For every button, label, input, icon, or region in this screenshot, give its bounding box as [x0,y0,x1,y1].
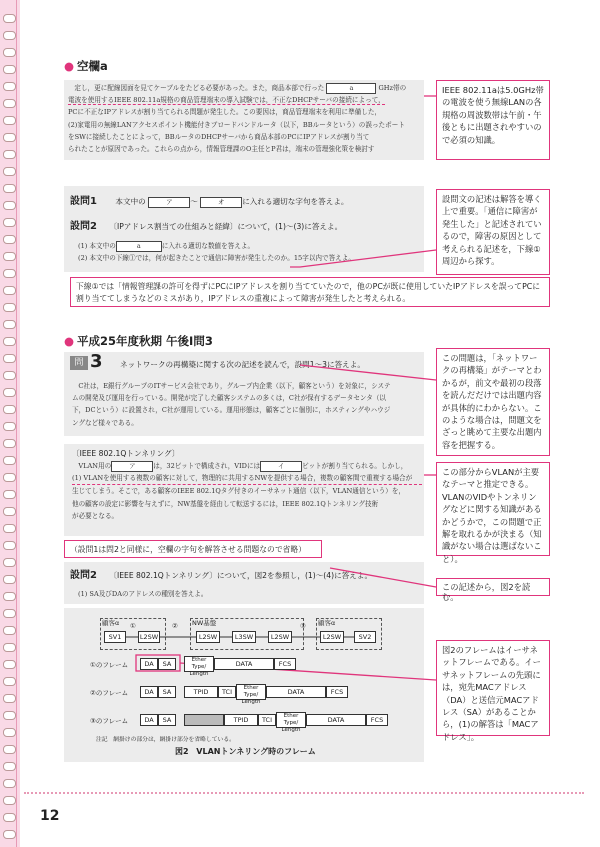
annotation-underline-1: 下線①では「情報管理課の許可を得ずにPCにIPアドレスを割り当てていたので，他のPCが既に使用していたIPアドレスを誤ってPCに割り当ててしまうなどのミスがあり，IPアドレスの重複によって障害が発生したと考えられる。 [70,277,550,307]
server-sv1: SV1 [104,631,126,643]
problem-body: ᅟC社は，E銀行グループのITサービス会社であり，グループ内企業（以下，顧客という）を対象に，システ ムの開発及び運用を行っている。開発が完了した顧客システムの多くは，C社が保有するデータセンタ（以 下，DCという）に設置され，C社が運用している。運用形態は，顧客ごとに個別に，ホスティングやハウジ ングなど様々である。 [72,382,391,427]
annotation-mac-address: 図2のフレームはイーサネットフレームである。イーサネットフレームの先頭には，宛先MACアドレス（DA）と送信元MACアドレス（SA）があることから，(1)の解答は「MACアドレス」。 [436,640,550,736]
frame3-tpid: TPID [224,714,258,726]
footer-rule [24,792,584,794]
circle-2: ② [172,622,178,630]
question-number: 設問2 [70,570,97,581]
frame3-data: DATA [306,714,366,726]
annotation-80211a: IEEE 802.11aは5.0GHz帯の電波を使う無線LANの各規格の周波数帯は午前・午後ともに出題されやすいので必須の知識。 [436,80,550,160]
frame3-shaded [184,714,224,726]
frame3-ethertype: Ether Type/ Length [276,712,306,728]
problem-number: 3 [90,351,103,372]
frame3-tci: TCI [258,714,276,726]
annotation-see-fig2: この記述から，図2を読む。 [436,578,550,596]
passage-excerpt-1: ᅟ定し，更に配線図面を見てケーブルをたどる必要があった。また，商品本部で行った a GHz帯の 電波を使用するIEEE 802.11a規格の商品管理端末の導入試験では，不正なDHCPサーバの接続によって， PCに不正なIPアドレスが割り当てられる問題が発生した。この要因は，商品管理端末を利用に準備した， (2)家電用の無線LANアクセスポイント機能付きブロードバンドルータ（以下，BBルータという）の誤ったポート をSWに接続したことによって，BBルータのDHCPサーバから商品本部のPCにIPアドレスが割り当て られたことが原因であった。これらの点から，情報管理課のO主任とP君は，端末の管理強化策を検討す [64,80,424,160]
frame1-ethertype: Ether Type/ Length [184,656,214,672]
annotation-question-text: 設問文の記述は解答を導く上で重要。「通信に障害が発生した」と記述されているので，障害の原因として考えられる記述を，下線①周辺から探す。 [436,189,550,275]
switch-l2sw-1: L2SW [139,633,159,641]
frame3-fcs: FCS [366,714,388,726]
page-number: 12 [40,808,60,824]
note-question-1-omitted: （設問1は問2と同様に，空欄の字句を解答させる問題なので省略） [64,540,322,558]
switch-l2sw-3: L2SW [268,631,292,643]
question-1: 設問1 本文中の ア 〜 オ に入れる適切な字句を答えよ。 [70,196,349,207]
frame2-tci: TCI [218,686,236,698]
annotation-theme: この問題は，「ネットワークの再構築」がテーマとわかるが，前文や最初の段落を読んだだけでは出題内容が具体的にわからない。このような場合は，問題文をざっと眺めて主要な出題内容を把握する。 [436,348,550,456]
frame-2-label: ②のフレーム [90,689,129,697]
question-number: 設問2 [70,221,97,232]
blank-a-box: a [116,241,162,252]
nw-platform-label: NW基盤 [192,619,217,627]
vlan-heading: 〔IEEE 802.1Qトンネリング〕 [72,449,180,458]
blank-o-box: オ [200,197,242,208]
question-number: 設問1 [70,196,97,207]
client-a-left-label: 顧客α [102,619,120,627]
circle-3: ③ [300,622,306,630]
figure-caption: 図2ᅟVLANトンネリング時のフレーム [175,747,316,756]
frame3-da: DA [140,714,158,726]
frame1-da: DA [140,658,158,670]
bullet-icon: ● [64,59,75,73]
circle-1: ① [130,622,136,630]
frame2-da: DA [140,686,158,698]
frame2-fcs: FCS [326,686,348,698]
frame-1-label: ①のフレーム [90,661,129,669]
figure-note: 注記ᅟ網掛けの部分は，網掛け部分を省略している。 [96,737,235,743]
bullet-icon: ● [64,334,75,348]
annotation-vlan: この部分からVLANが主要なテーマと推定できる。VLANのVIDやトンネリングなどに関する知識があるかどうかで，この問題で正解を取れるかが決まる（知識がない場合は選ばないこと）。 [436,462,550,556]
problem-label: 問 [70,356,88,370]
client-a-right-label: 顧客α [318,619,336,627]
blank-a-box: ア [148,197,190,208]
frame2-sa: SA [158,686,176,698]
blank-a: a [326,83,376,94]
section-heading-h25: ● 平成25年度秋期 午後I問3 [64,334,213,348]
blank-a-box: ア [111,461,153,472]
problem-lead: ネットワークの再構築に関する次の記述を読んで，設問1〜3に答えよ。 [120,360,365,369]
server-sv2: SV2 [354,631,376,643]
switch-l3sw: L3SW [232,631,256,643]
frame-3-label: ③のフレーム [90,717,129,725]
frame1-sa: SA [158,658,176,670]
question-2: 設問2 〔IPアドレス割当ての仕組みと経緯〕について，(1)〜(3)に答えよ。 [70,221,343,232]
section-heading-blank-a: ● 空欄a [64,59,108,73]
question-2-sub: (1) 本文中の a に入れる適切な数値を答えよ。 (2) 本文中の下線①では，何が起きたことで通信に障害が発生したのか。15字以内で答えよ。 [78,241,355,263]
frame1-data: DATA [214,658,274,670]
frame3-sa: SA [158,714,176,726]
frame2-data: DATA [266,686,326,698]
blank-i-box: イ [260,461,302,472]
frame2-ethertype: Ether Type/ Length [236,684,266,700]
question-2-vlan: 設問2 〔IEEE 802.1Qトンネリング〕について，図2を参照し，(1)〜(4)に答えよ。 [70,570,373,581]
switch-l2sw-4: L2SW [320,631,344,643]
switch-l2sw-2: L2SW [196,631,220,643]
question-2-vlan-sub: (1) SA及びDAのアドレスの種別を答えよ。 [78,590,208,598]
frame1-fcs: FCS [274,658,296,670]
vlan-body: ᅟVLAN用の ア は，32ビットで構成され，VIDには イ ビットが割り当てられる。しかし， (1) VLANを使用する複数の顧客に対して，物理的に共用するNWを提供する場合，複数の顧客間で重複する場合が 生じてしまう。そこで，ある顧客のIEEE 802.1Qタグ付きのイーサネット通信（以下，VLAN通信という）を， 他の顧客の設定に影響を与えずに，NW基盤を経由して転送するには，IEEE 802.1Qトンネリング技術 が必要となる。 [72,460,422,522]
frame2-tpid: TPID [184,686,218,698]
